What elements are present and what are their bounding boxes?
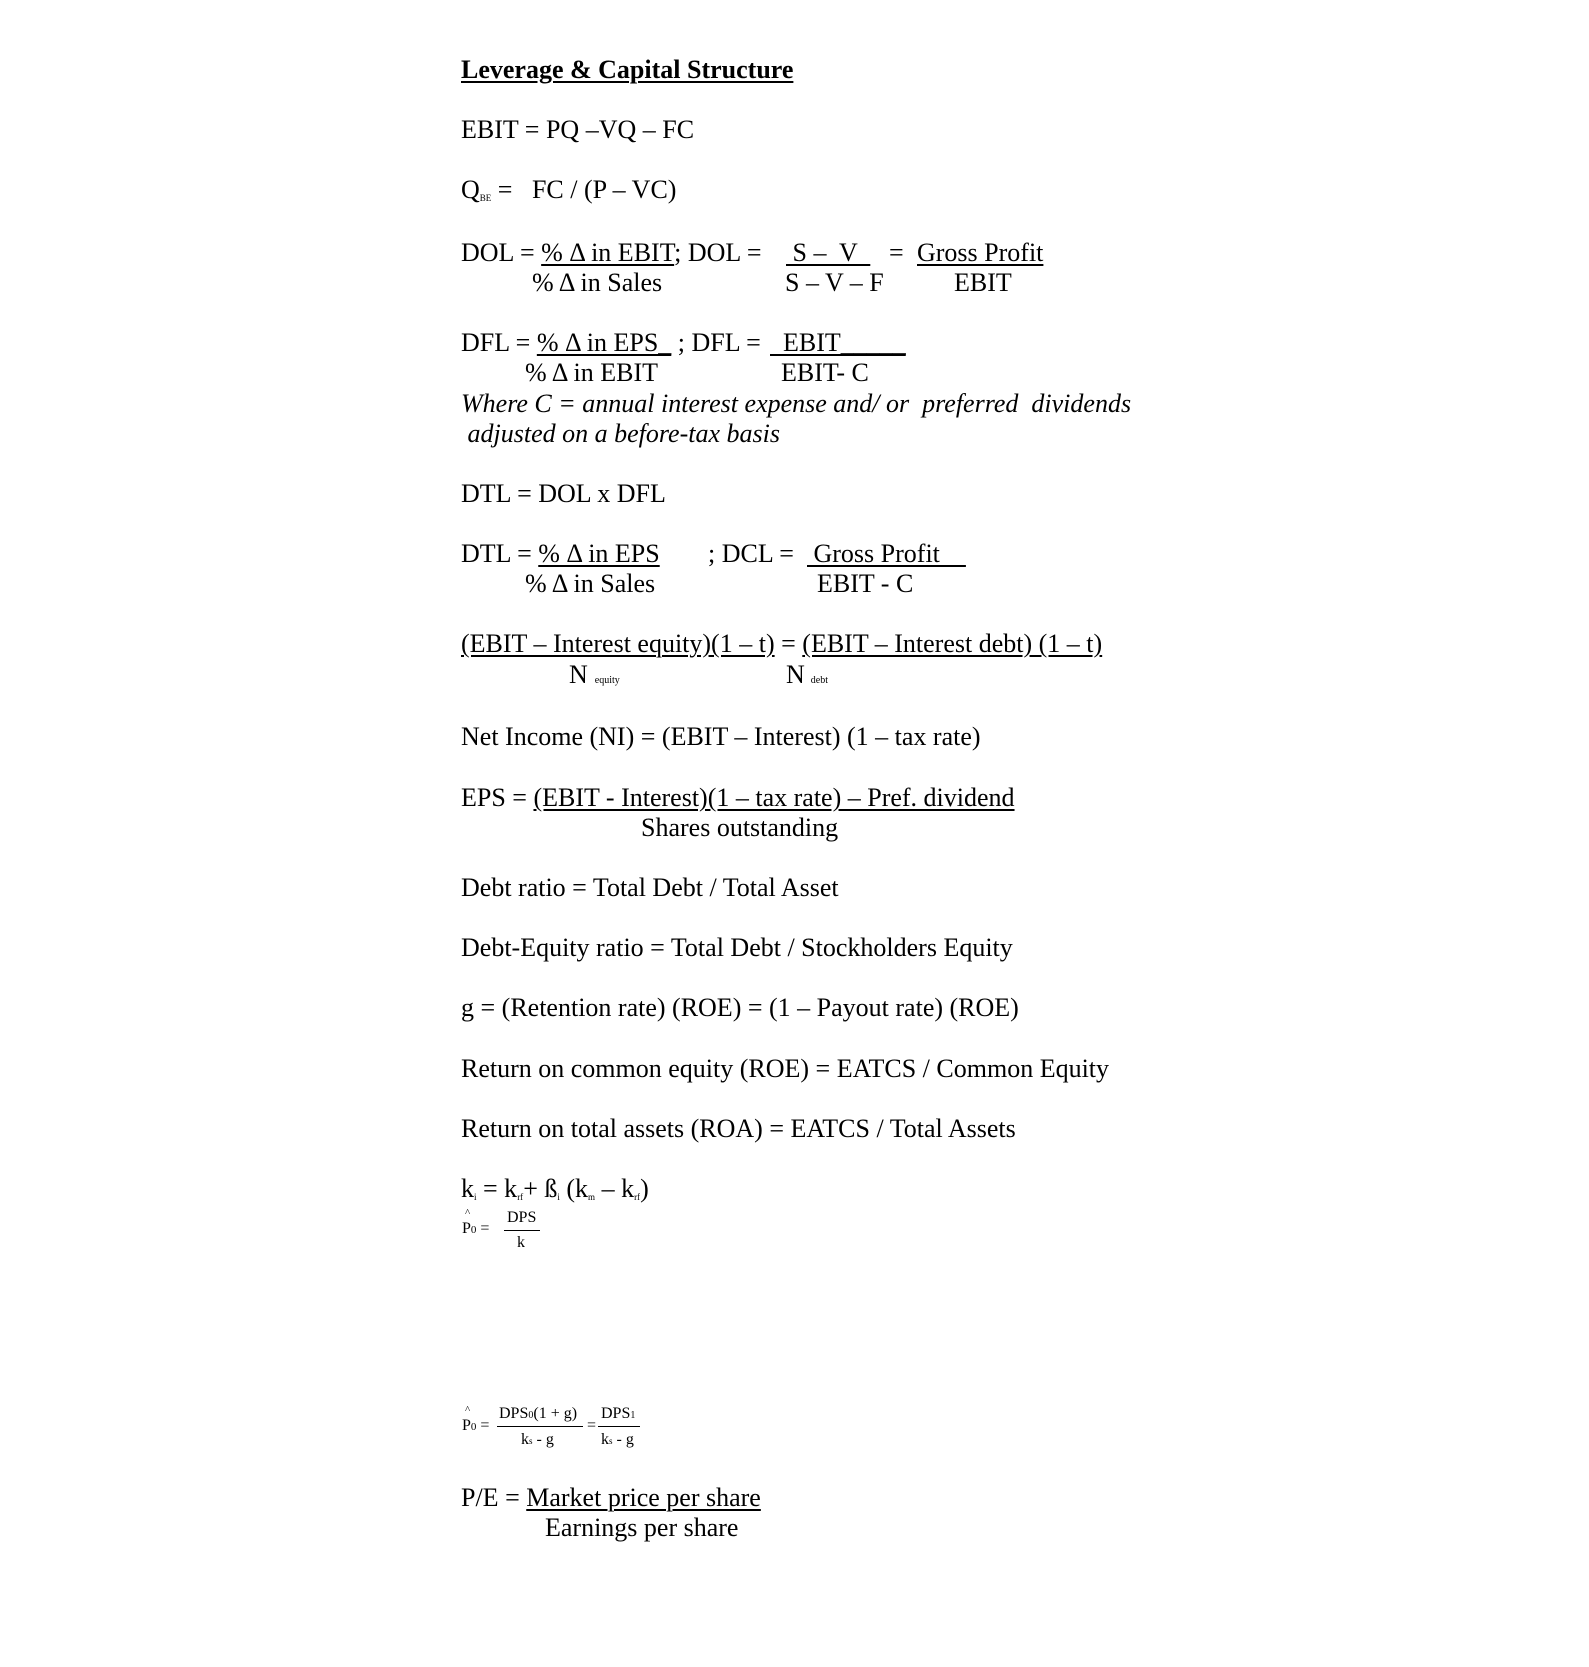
dfl-denominator-2: EBIT- C <box>781 358 869 387</box>
gordon-numerator-1 <box>499 1405 577 1425</box>
dol-numerator-2: S – V <box>786 238 871 267</box>
eps-denominator: Shares outstanding <box>641 813 839 842</box>
pe-numerator: Market price per share <box>526 1483 761 1512</box>
dfl-lhs: DFL = <box>461 328 537 357</box>
capm-km: (k <box>559 1174 589 1203</box>
net-income-formula: Net Income (NI) = (EBIT – Interest) (1 – tax rate) <box>461 722 981 751</box>
roe-formula: Return on common equity (ROE) = EATCS / Common Equity <box>461 1054 1110 1083</box>
breakeven-formula <box>461 175 676 213</box>
dfl-formula <box>461 328 767 358</box>
capm-sub-beta-i: i <box>557 1192 560 1202</box>
dfl-numerator-2: EBIT_____ <box>770 328 906 357</box>
pe-lhs: P/E = <box>461 1483 527 1512</box>
capm-beta: + ß <box>523 1174 558 1203</box>
pe-formula <box>461 1483 761 1513</box>
n-debt-symbol: N <box>786 660 805 689</box>
dfl-numerator-1: % Δ in EPS_ <box>536 328 672 357</box>
p0-simple-fraction-bar <box>504 1230 540 1231</box>
dfl-separator: ; DFL = <box>671 328 768 357</box>
dcl-numerator: Gross Profit <box>807 539 966 568</box>
dtl-denominator: % Δ in Sales <box>525 569 656 598</box>
dcl-lhs: ; DCL = <box>708 539 801 568</box>
gordon-p0-subscript: 0 <box>470 1421 477 1433</box>
debt-equity-ratio-formula: Debt-Equity ratio = Total Debt / Stockholders Equity <box>461 933 1013 962</box>
n-debt-subscript: debt <box>810 675 828 686</box>
qbe-subscript: BE <box>479 193 492 203</box>
gordon-ks-sub-2: s <box>609 1436 613 1446</box>
gordon-denominator-1 <box>521 1431 554 1450</box>
gordon-ks-2: k <box>601 1431 609 1448</box>
qbe-expression: = FC / (P – VC) <box>491 175 677 204</box>
gordon-equals: = <box>476 1417 490 1434</box>
gordon-numerator-2 <box>601 1405 635 1425</box>
indifference-numerator-2: (EBIT – Interest debt) (1 – t) <box>802 629 1103 658</box>
ebit-formula: EBIT = PQ –VQ – FC <box>461 115 695 144</box>
gordon-dps1: DPS <box>601 1405 631 1422</box>
gordon-dps1-sub: 1 <box>630 1410 636 1421</box>
dol-numerator-1: % Δ in EBIT <box>541 238 675 267</box>
p0-simple-numerator: DPS <box>507 1209 537 1226</box>
dol-numerator-3: Gross Profit <box>917 238 1044 267</box>
page-title: Leverage & Capital Structure <box>461 55 794 84</box>
gordon-growth-factor: (1 + g) <box>533 1405 578 1422</box>
p0-simple-lhs <box>462 1220 489 1239</box>
qbe-symbol: Q <box>461 175 480 204</box>
dol-separator: ; DOL = <box>674 238 762 267</box>
dol-lhs: DOL = <box>461 238 542 267</box>
dcl-denominator: EBIT - C <box>817 569 914 598</box>
gordon-equals-2: = <box>587 1417 597 1434</box>
dfl-note-line-1: Where C = annual interest expense and/ or preferred dividends <box>461 389 1132 418</box>
indifference-numerator-1: (EBIT – Interest equity)(1 – t) <box>461 629 775 658</box>
dol-denominator-1: % Δ in Sales <box>532 268 663 297</box>
gordon-ks-sub: s <box>529 1436 533 1446</box>
p0-simple-denominator: k <box>517 1234 525 1251</box>
dol-denominator-2: S – V – F <box>785 268 884 297</box>
p0-hat-1: ^ <box>465 1207 471 1219</box>
capm-sub-rf-2: rf <box>634 1192 641 1202</box>
gordon-p0-symbol: P <box>462 1417 471 1434</box>
indifference-formula <box>461 629 1102 659</box>
roa-formula: Return on total assets (ROA) = EATCS / Total Assets <box>461 1114 1016 1143</box>
dol-formula <box>461 238 762 268</box>
dol-equals: = <box>889 238 904 267</box>
capm-formula <box>461 1174 649 1212</box>
capm-krf: = k <box>476 1174 518 1203</box>
capm-minus-k: – k <box>595 1174 635 1203</box>
p0-hat-2: ^ <box>465 1404 471 1416</box>
gordon-minus-g-2: - g <box>612 1431 634 1448</box>
gordon-dps0-sub: 0 <box>528 1410 534 1421</box>
gordon-dps0: DPS <box>499 1405 529 1422</box>
p0-symbol: P <box>462 1220 471 1237</box>
gordon-lhs <box>462 1417 489 1436</box>
indifference-equals: = <box>774 629 803 658</box>
dfl-note-line-2: adjusted on a before-tax basis <box>461 419 780 448</box>
pe-denominator: Earnings per share <box>545 1513 739 1542</box>
capm-sub-m: m <box>588 1192 596 1202</box>
indifference-denominator-1 <box>569 660 620 696</box>
growth-formula: g = (Retention rate) (ROE) = (1 – Payout rate) (ROE) <box>461 993 1019 1022</box>
dtl-formula-2 <box>461 539 660 569</box>
gordon-ks: k <box>521 1431 529 1448</box>
capm-sub-rf: rf <box>517 1192 524 1202</box>
gordon-fraction-bar-1 <box>497 1426 583 1427</box>
p0-equals: = <box>476 1220 490 1237</box>
dtl-lhs: DTL = <box>461 539 539 568</box>
n-equity-symbol: N <box>569 660 588 689</box>
dtl-numerator: % Δ in EPS <box>538 539 660 568</box>
gordon-minus-g: - g <box>532 1431 554 1448</box>
eps-formula <box>461 783 1015 813</box>
eps-numerator: (EBIT - Interest)(1 – tax rate) – Pref. dividend <box>533 783 1015 812</box>
p0-subscript: 0 <box>470 1224 477 1236</box>
capm-k: k <box>461 1174 474 1203</box>
dol-denominator-3: EBIT <box>954 268 1012 297</box>
gordon-denominator-2 <box>601 1431 634 1450</box>
indifference-denominator-2 <box>786 660 828 696</box>
gordon-fraction-bar-2 <box>598 1426 640 1427</box>
capm-sub-i: i <box>474 1192 477 1202</box>
eps-lhs: EPS = <box>461 783 534 812</box>
capm-close: ) <box>640 1174 649 1203</box>
dtl-formula-1: DTL = DOL x DFL <box>461 479 666 508</box>
n-equity-subscript: equity <box>594 675 620 686</box>
debt-ratio-formula: Debt ratio = Total Debt / Total Asset <box>461 873 839 902</box>
dfl-denominator-1: % Δ in EBIT <box>525 358 658 387</box>
